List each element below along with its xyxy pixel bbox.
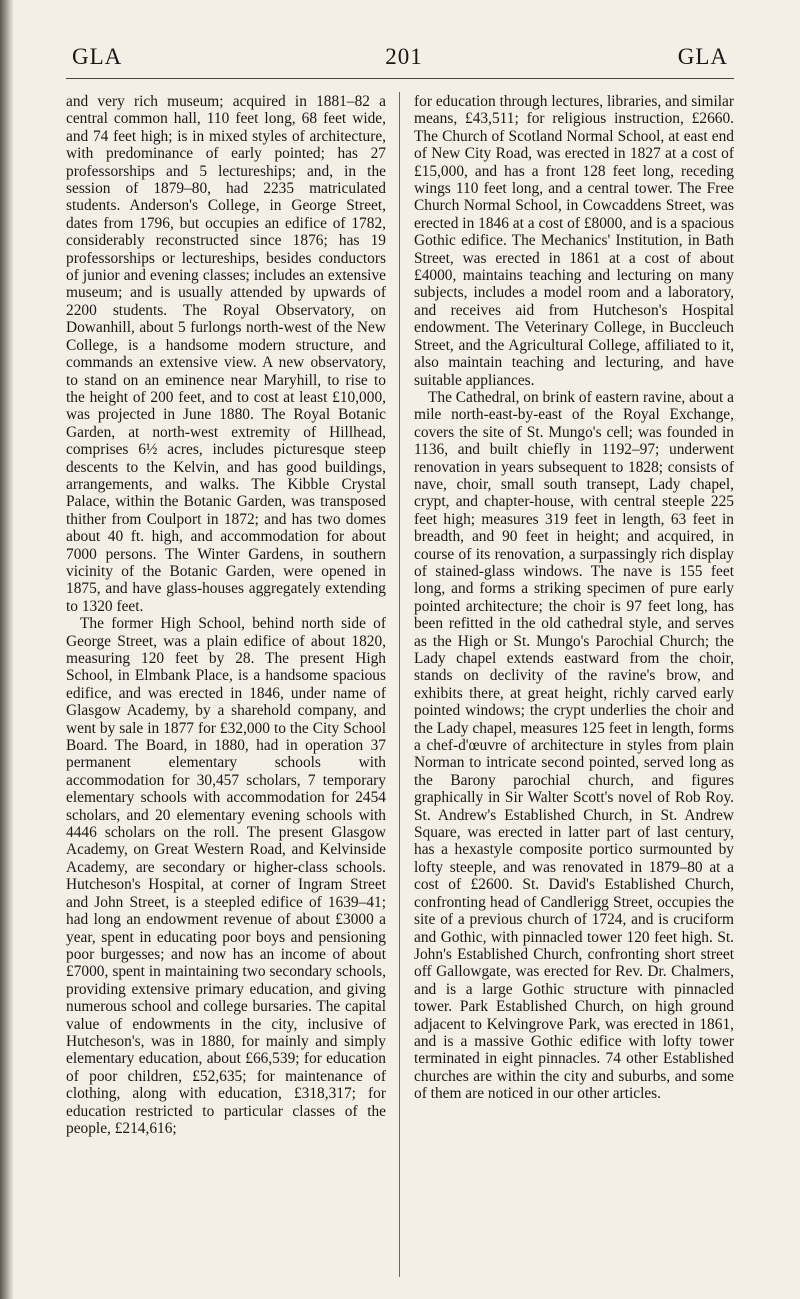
- header-left-keyword: GLA: [72, 44, 123, 69]
- paragraph: The former High School, behind north side of George Street, was a plain edifice of about 1820, measuring 120 feet by 28. The present High School, in Elmbank Place, is a handsome spacious edifice, and was erected in 1846, under name of Glasgow Academy, by a sharehold company, and went by sale in 1877 for £32,000 to the City School Board. The Board, in 1880, had in operation 37 permanent elementary schools with accommodation for 30,457 scholars, 7 temporary elementary schools with accommodation for 2454 scholars, and 20 elementary evening schools with 4446 scholars on the roll. The present Glasgow Academy, on Great Western Road, and Kelvinside Academy, are secondary or higher-class schools. Hutcheson's Hospital, at corner of Ingram Street and John Street, is a steepled edifice of 1639–41; had long an endowment revenue of about £3000 a year, spent in educating poor boys and pensioning poor burgesses; and now has an income of about £7000, spent in maintaining two secondary schools, providing extensive primary education, and giving numerous school and college bursaries. The capital value of endowments in the city, inclusive of Hutcheson's, was in 1880, for mainly and simply elementary education, about £66,539; for education of poor children, £52,635; for maintenance of clothing, along with education, £318,317; for education restricted to particular classes of the people, £214,616;: [66, 615, 386, 1137]
- running-header: [60, 44, 748, 74]
- header-rule: [66, 78, 734, 79]
- paragraph: The Cathedral, on brink of eastern ravine, about a mile north-east-by-east of the Royal Exchange, covers the site of St. Mungo's cell; was founded in 1136, and built chiefly in 1192–97; underwent renovation in years subsequent to 1828; consists of nave, choir, small south transept, Lady chapel, crypt, and chapter-house, with central steeple 225 feet high; measures 319 feet in length, 63 feet in breadth, and 90 feet in height; and acquired, in course of its renovation, a surpassingly rich display of stained-glass windows. The nave is 155 feet long, and forms a striking specimen of pure early pointed architecture; the choir is 97 feet long, has been refitted in the old cathedral style, and serves as the High or St. Mungo's Parochial Church; the Lady chapel extends eastward from the choir, stands on declivity of the ravine's brow, and exhibits there, at great height, richly carved early pointed windows; the crypt underlies the choir and the Lady chapel, measures 125 feet in length, forms a chef-d'œuvre of architecture in styles from plain Norman to intricate second pointed, served long as the Barony parochial church, and figures graphically in Sir Walter Scott's novel of Rob Roy. St. Andrew's Established Church, in St. Andrew Square, was erected in latter part of last century, has a hexastyle composite portico surmounted by lofty steeple, and was renovated in 1879–80 at a cost of £2600. St. David's Established Church, confronting head of Candlerigg Street, occupies the site of a previous church of 1724, and is cruciform and Gothic, with pinnacled tower 120 feet high. St. John's Established Church, confronting short street off Gallowgate, was erected for Rev. Dr. Chalmers, and is a large Gothic structure with pinnacled tower. Park Established Church, on high ground adjacent to Kelvingrove Park, was erected in 1861, and is a massive Gothic edifice with lofty tower terminated in eight pinnacles. 74 other Established churches are within the city and suburbs, and some of them are noticed in our other articles.: [414, 388, 734, 1103]
- page-binding-shadow: [0, 0, 14, 1299]
- left-column: [66, 93, 386, 1137]
- column-divider: [399, 92, 400, 1277]
- page-number: 201: [385, 44, 423, 69]
- right-column: [414, 93, 734, 1103]
- paragraph: for education through lectures, libraries, and similar means, £43,511; for religious instruction, £2660. The Church of Scotland Normal School, at east end of New City Road, was erected in 1827 at a cost of £15,000, and has a front 128 feet long, receding wings 110 feet long, and a central tower. The Free Church Normal School, in Cowcaddens Street, was erected in 1846 at a cost of £8000, and is a spacious Gothic edifice. The Mechanics' Institution, in Bath Street, was erected in 1861 at a cost of about £4000, maintains teaching and lecturing on many subjects, includes a model room and a laboratory, and receives aid from Hutcheson's Hospital endowment. The Veterinary College, in Buccleuch Street, and the Agricultural College, affiliated to it, also maintain teaching and lecturing, and have suitable appliances.: [414, 93, 734, 389]
- paragraph: and very rich museum; acquired in 1881–82 a central common hall, 110 feet long, 68 feet wide, and 74 feet high; is in mixed styles of architecture, with predominance of early pointed; has 27 professorships and 5 lectureships; and, in the session of 1879–80, had 2235 matriculated students. Anderson's College, in George Street, dates from 1796, but occupies an edifice of 1782, considerably reconstructed since 1876; has 19 professorships or lectureships, besides conductors of junior and evening classes; includes an extensive museum; and is usually attended by upwards of 2200 students. The Royal Observatory, on Dowanhill, about 5 furlongs north-west of the New College, is a handsome modern structure, and commands an extensive view. A new observatory, to stand on an eminence near Maryhill, to rise to the height of 200 feet, and to cost at least £10,000, was projected in June 1880. The Royal Botanic Garden, at north-west extremity of Hillhead, comprises 6½ acres, includes picturesque steep descents to the Kelvin, and has good buildings, arrangements, and walks. The Kibble Crystal Palace, within the Botanic Garden, was transposed thither from Coulport in 1872; and has two domes about 40 ft. high, and accommodation for about 7000 persons. The Winter Gardens, in southern vicinity of the Botanic Garden, were opened in 1875, and have glass-houses aggregately extending to 1320 feet.: [66, 93, 386, 615]
- header-right-keyword: GLA: [677, 44, 728, 69]
